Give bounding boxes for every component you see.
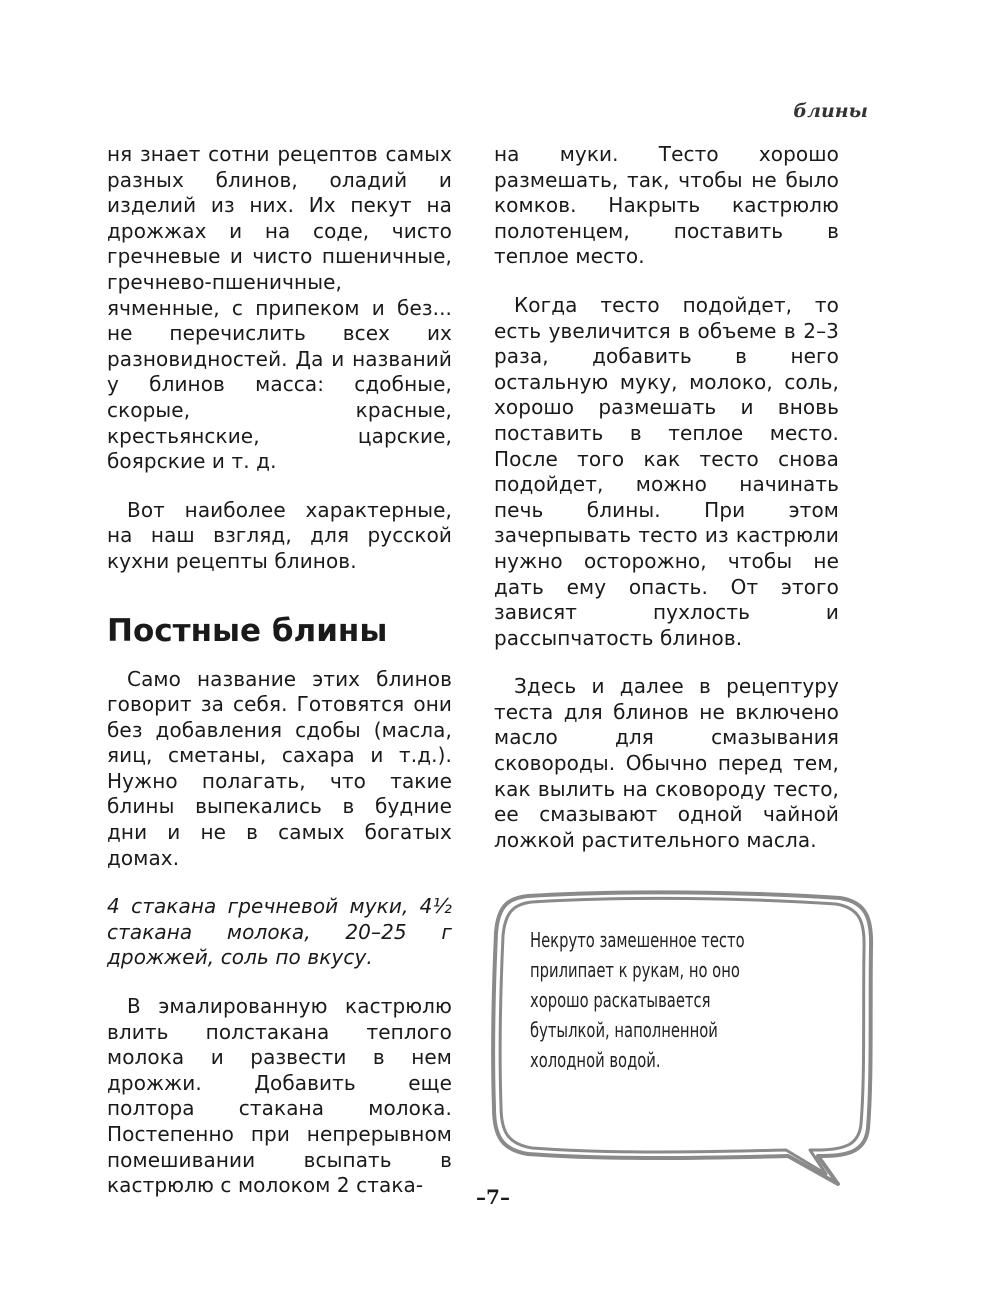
section-heading: Постные блины: [107, 612, 388, 649]
ingredients-list: 4 стакана гречневой муки, 4½ стакана молока, 20–25 г дрожжей, соль по вкусу.: [107, 894, 452, 970]
paragraph: Когда тесто подойдет, то есть увеличится в объеме в 2–3 раза, добавить в него остальную муку, молоко, соль, хорошо размешать и вновь поставить в теплое место. После того как тесто снова подойдет, можно начинать печь блины. При этом зачерпывать тесто из кастрюли нужно осторожно, чтобы не дать ему опасть. От этого зависят пухлость и рассыпчатость блинов.: [494, 292, 839, 650]
note-line: прилипает к рукам, но оно: [530, 958, 740, 982]
right-column: [494, 142, 839, 876]
paragraph: Вот наиболее характерные, на наш взгляд, для русской кухни рецепты блинов.: [107, 497, 452, 573]
note-line: холодной водой.: [530, 1048, 661, 1072]
left-column: [107, 142, 452, 1222]
note-line: бутылкой, наполненной: [530, 1018, 718, 1042]
paragraph: на муки. Тесто хорошо размешать, так, чтобы не было комков. Накрыть кастрюлю полотенцем, поставить в теплое место.: [494, 142, 839, 269]
note-line: Некруто замешенное тесто: [530, 928, 745, 952]
paragraph: Само название этих блинов говорит за себя. Готовятся они без добавления сдобы (масла, яиц, сметаны, сахара и т.д.). Нужно полагать, что такие блины выпекались в будние дни и не в самых богатых домах.: [107, 666, 452, 870]
paragraph: В эмалированную кастрюлю влить полстакана теплого молока и развести в нем дрожжи. Добавить еще полтора стакана молока. Постепенно при непрерывном помешивании всыпать в кастрюлю с молоком 2 стака-: [107, 994, 452, 1198]
running-head: блины: [793, 100, 868, 122]
note-text: [530, 925, 858, 1075]
page-number: –7–: [476, 1185, 510, 1209]
paragraph: ня знает сотни рецептов самых разных блинов, оладий и изделий из них. Их пекут на дрожжах и на соде, чисто гречневые и чисто пшеничные, гречнево-пшеничные, ячменные, с припеком и без... не перечислить всех их разновидностей. Да и названий у блинов масса: сдобные, скорые, красные, крестьянские, царские, боярские и т. д.: [107, 142, 452, 474]
paragraph: Здесь и далее в рецептуру теста для блинов не включено масло для смазывания сковороды. Обычно перед тем, как вылить на сковороду тесто, ее смазывают одной чайной ложкой растительного масла.: [494, 674, 839, 852]
note-line: хорошо раскатывается: [530, 988, 711, 1012]
